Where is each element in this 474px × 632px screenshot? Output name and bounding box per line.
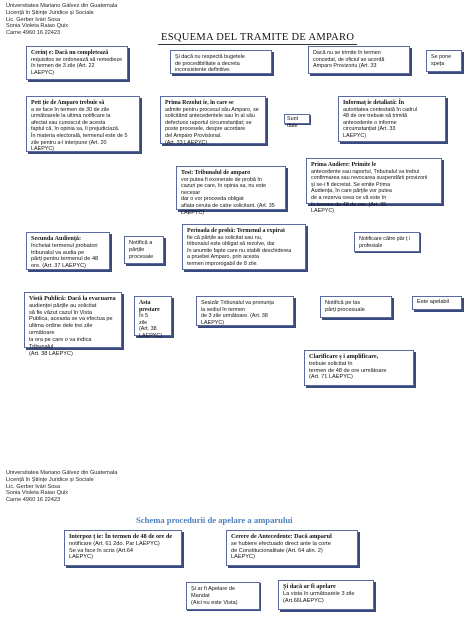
box-provisional-amparo — [308, 46, 410, 74]
box-text: se hubiere efectuado direct ante la corte de Constitucionalitate (Art. 64 alin. 2) LAEPYC) — [231, 540, 331, 561]
box-inadmissible — [170, 50, 272, 74]
box-title: Perioada de probă: Termenul a expirat — [187, 228, 285, 234]
header-line: Carne 4960 16 22423 — [6, 30, 61, 37]
box-text: fie că părțile au solicitat sau nu, tribunalul este obligat să rezolve, dar în anumite fapte care nu stabili deschiderea a pruebei Amparo, prin acesta termen improrogabil de 8 zile. — [187, 234, 292, 267]
box-title: Cerere de Antecedente: Dacă amparul — [231, 533, 332, 540]
box-title: Secunda Audiență: — [31, 235, 82, 242]
box-title: Pett ție de Amparo trebuie să — [31, 100, 105, 106]
header-line: Lic. Gerber Ivári Sosa — [6, 483, 61, 490]
box-detailed-report — [338, 96, 446, 142]
box-notify-procedural-parties — [320, 296, 392, 318]
box-title: Informaț ie detaliată: În — [343, 100, 405, 106]
box-mandate-appeal — [186, 582, 260, 610]
box-text: requisitos se ordonează să remedieze în termen de 3 zile (Art. 22 LAEPYC) — [31, 56, 123, 76]
box-text: încheiat termenul probatori tribunalul va audia pe părți pentru termenul de 48 ore. (Art. 37 LAEPYC) — [31, 242, 99, 270]
box-amparo-petition — [26, 96, 140, 152]
box-title: Prima Rezolut ie, în care se — [165, 100, 234, 106]
box-five-days — [134, 296, 172, 339]
box-text: Sesizăr Tribunalul va pronunța la sediul în termen de 3 zile următoare. (Art. 38 LAEPYC) — [201, 300, 274, 326]
box-title: Prima Audiere: Primite le — [311, 162, 377, 168]
box-case — [426, 50, 462, 72]
box-title: Vistă Publică: Dacă la evacuarea — [29, 295, 116, 302]
header-bottom — [6, 470, 117, 504]
box-first-hearing — [306, 158, 442, 215]
box-second-hearing — [26, 232, 110, 270]
box-text: în 5 zile (Art. 38 LAEPYC) — [139, 313, 163, 339]
box-text: antecedente sau raportul, Tribunalul va trebui confirmarea sau revocarea suspendării provizorii și se-i fi decretat. Se emite Prima Audiența, în care părțile vor putea de a rezerva ceea ce vă este în în termen de 48 de ore. (Art. 35 LAEPYC) — [311, 168, 428, 215]
header-line: Sonia Violeta Raiao Quix — [6, 23, 69, 30]
box-data — [284, 114, 310, 129]
box-judgment — [196, 296, 294, 326]
box-first-resolution — [160, 96, 266, 144]
box-text: Notifică a părțile procesale — [129, 240, 154, 260]
header-line: Carne 4960 16 22423 — [6, 497, 61, 504]
header-line: Licență în Științe Juridice și Sociale — [6, 9, 94, 16]
box-text: Notificare către păr ț i profesiale — [359, 236, 411, 249]
box-text: Se pone speța — [431, 54, 452, 67]
box-title: Și dacă ar fi apelare — [283, 583, 336, 590]
header-line: Lic. Gerber Ivári Sosa — [6, 16, 61, 23]
header-line: Sonia Violeta Raiao Quix — [6, 490, 69, 497]
box-text: a se face în termen de 30 de zile următoarele la ultima notificare la afectat sau cunoscut de acesta faptul că, în opinia sa, îi prejudiciază. În materia electorală, termenul este de 5 zile pentru a-l interpune (Art. 20 LAEPYC) — [31, 106, 128, 153]
box-requirements — [26, 46, 128, 80]
box-notify-professionals — [354, 232, 420, 252]
box-text: Notifică pe las părți procesuale — [325, 300, 365, 313]
box-test-evidence — [176, 166, 286, 216]
box-notify-parties — [124, 236, 164, 264]
header-top — [6, 3, 117, 37]
box-text: trebuie solicitat în termen de 48 de ore următoare (Art. 71 LAEPYC) — [309, 360, 387, 381]
header-line: Licență în Științe Juridice și Sociale — [6, 476, 94, 483]
box-title: Cerinț e: Dacă nu completează — [31, 50, 109, 56]
box-text: Și ar fi Apelare de Mandat (Aici nu este Vista) — [191, 586, 238, 606]
box-filing — [64, 530, 182, 566]
box-appealable — [412, 296, 462, 310]
appeal-subtitle: Schema procedurii de apelare a amparului — [136, 515, 293, 525]
header-line: Universitatea Mariano Gálvez din Guatemala — [6, 470, 118, 476]
box-text: Este apelabil — [417, 299, 450, 305]
box-text: Dacă nu se trimite în termen concedat, de oficiul se acordă Amparo Provizoriu (Art. 33 — [313, 50, 385, 70]
box-text: Și dacă nu respectă bugetele de procedibilitate a decreta inconsistente definitive. — [175, 54, 245, 74]
box-request-antecedents — [226, 530, 358, 566]
box-text: Sunt date — [287, 116, 299, 129]
box-title: Test: Tribunalul de amparo — [181, 170, 251, 176]
box-text: audienței părțile au solicitat să fie văzut cazul în Vista Publica, aceasta se va efectua pe ultima ordine dele trei zile următoare la ora pe care o va indica Tribunalul (Art. 38 LAEPYC) — [29, 302, 113, 357]
header-line: Universitatea Mariano Gálvez din Guatemala — [6, 3, 118, 9]
box-text: admite pentru procesul său Amparo, se solicitând antecedentele sau în al său defectuos raportul circumstanțiat; se poste procesele, despre acordare del Amparo Provisional. (Art. 33 LAEPYC) — [165, 106, 259, 146]
box-title: Interpoz ț ie: În termen de 48 de ore de — [69, 533, 173, 540]
box-text: autoritatea contestată în cadrul 48 de ore trebuie să trimită antecedente o informe circumstanțiat (Art. 33 LAEPYC) — [343, 106, 418, 139]
box-title: Asta prestare — [139, 300, 160, 313]
box-public-hearing — [24, 292, 122, 357]
page-title: ESQUEMA DEL TRAMITE DE AMPARO — [158, 32, 357, 45]
box-title: Clarificare ș i amplificare, — [309, 353, 379, 360]
box-clarification — [304, 350, 414, 386]
box-evidence-period — [182, 224, 306, 270]
box-text: vor putea fi exonerate de probă în cazuri pe care, în opinia sa, nu este necesar dar o vor proceeda obligat afiata ceruta de catre solicitant. (Art. 35 LAEPYC) — [181, 176, 275, 216]
box-text: La vista în următoarele 3 zile (Art.66LAEPYC) — [283, 590, 355, 604]
box-appeal-hearing — [278, 580, 374, 610]
box-text: notificare (Art. 61 2do. Par LAEPYC) Se va face în scris (Art.64 LAEPYC) — [69, 540, 160, 561]
